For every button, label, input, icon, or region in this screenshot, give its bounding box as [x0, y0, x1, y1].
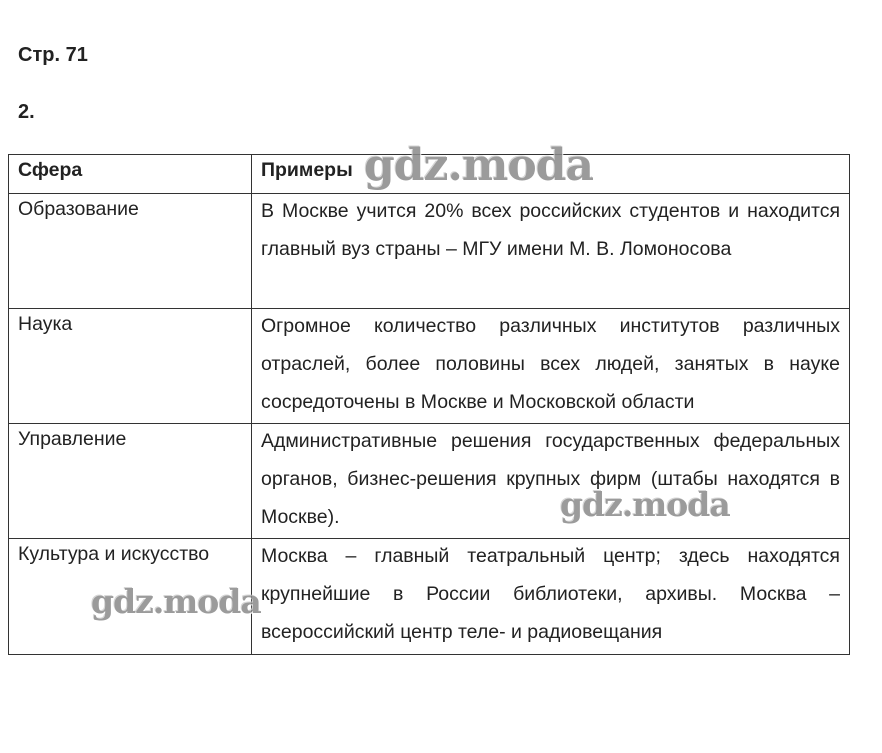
column-header-examples: Примеры — [252, 155, 850, 194]
example-text: В Москве учится 20% всех российских студентов и находится главный вуз страны – МГУ имени М. В. Ломоносова — [261, 200, 840, 260]
example-cell — [252, 424, 850, 539]
watermark-logo: gdz.moda — [364, 140, 594, 191]
example-text: Москва – главный театральный центр; здесь находятся крупнейшие в России библиотеки, архивы. Москва – всероссийский центр теле- и радиовещания — [261, 545, 840, 643]
sphere-cell: Культура и искусство — [9, 539, 252, 655]
spheres-table — [8, 154, 850, 655]
table-header-row — [9, 155, 850, 194]
table-row — [9, 424, 850, 539]
sphere-cell: Наука — [9, 309, 252, 424]
table-row — [9, 194, 850, 309]
sphere-cell: Управление — [9, 424, 252, 539]
column-header-sphere: Сфера — [9, 155, 252, 194]
example-cell — [252, 194, 850, 309]
example-text: Административные решения государственных федеральных органов, бизнес-решения крупных фирм (штабы находятся в Москве). — [261, 430, 840, 528]
sphere-cell: Образование — [9, 194, 252, 309]
page-heading: Стр. 71 — [18, 44, 88, 66]
table-row — [9, 309, 850, 424]
example-cell — [252, 539, 850, 655]
watermark-logo: gdz.moda — [560, 485, 730, 524]
example-cell — [252, 309, 850, 424]
table-row — [9, 539, 850, 655]
watermark-logo: gdz.moda — [91, 582, 261, 621]
example-text: Огромное количество различных институтов различных отраслей, более половины всех людей, занятых в науке сосредоточены в Москве и Московской области — [261, 315, 840, 413]
task-number: 2. — [18, 101, 35, 123]
